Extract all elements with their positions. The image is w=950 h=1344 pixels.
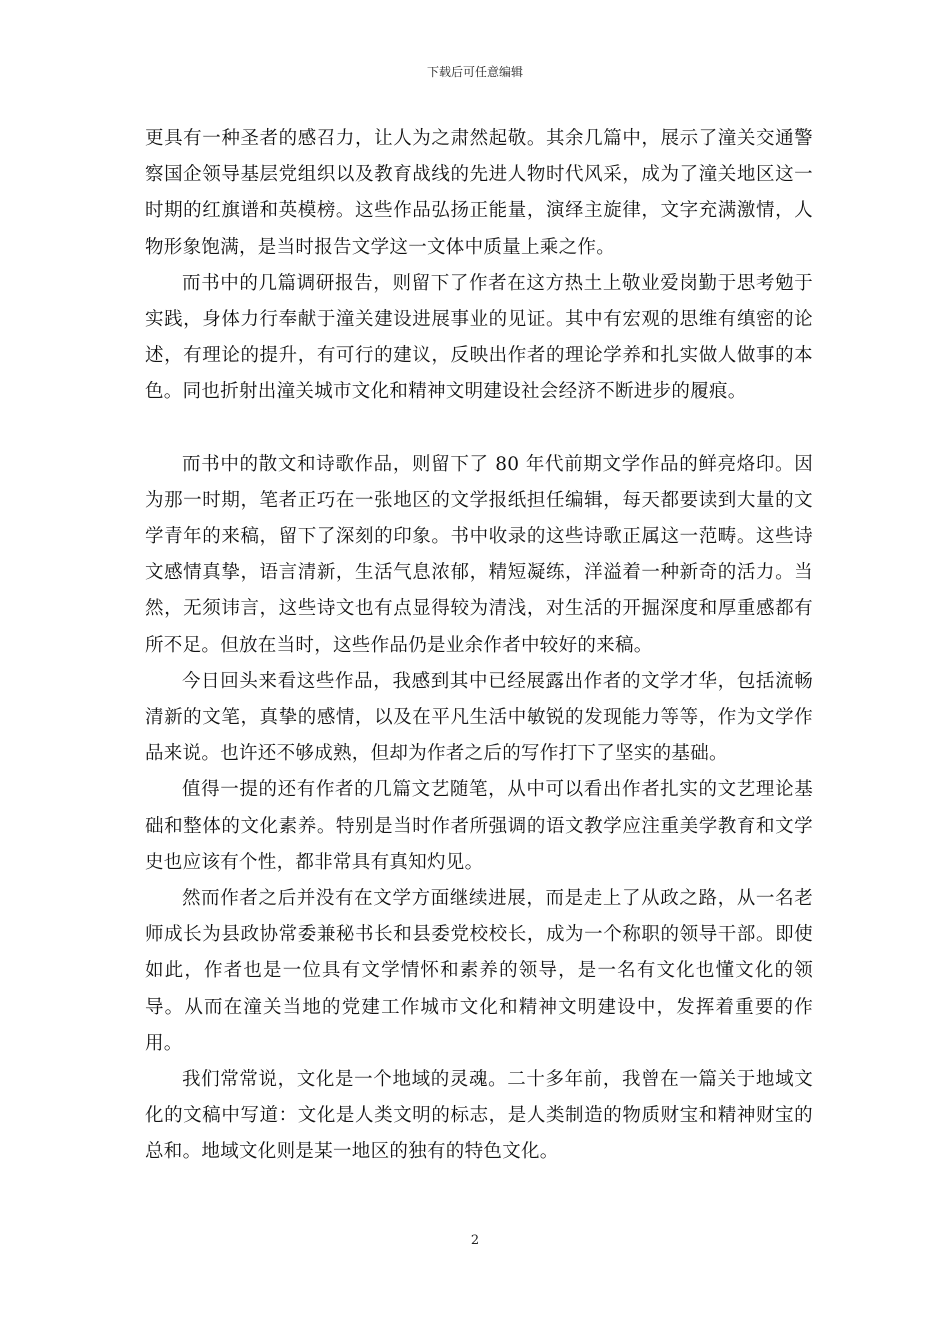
paragraph-continuation: 更具有一种圣者的感召力，让人为之肃然起敬。其余几篇中，展示了潼关交通警察国企领导基层党组织以及教育战线的先进人物时代风采，成为了潼关地区这一时期的红旗谱和英模榜。这些作品弘扬正能量，演绎主旋律，文字充满激情，人物形象饱满，是当时报告文学这一文体中质量上乘之作。 (145, 128, 813, 258)
paragraph-looking-back: 今日回头来看这些作品，我感到其中已经展露出作者的文学才华，包括流畅清新的文笔，真挚的感情，以及在平凡生活中敏锐的发现能力等等，作为文学作品来说。也许还不够成熟，但却为作者之后的写作打下了坚实的基础。 (145, 670, 813, 765)
paragraph-regional-culture: 我们常常说，文化是一个地域的灵魂。二十多年前，我曾在一篇关于地域文化的文稿中写道：文化是人类文明的标志，是人类制造的物质财宝和精神财宝的总和。地域文化则是某一地区的独有的特色文化。 (145, 1069, 813, 1163)
paragraph-research-reports: 而书中的几篇调研报告，则留下了作者在这方热土上敬业爱岗勤于思考勉于实践，身体力行奉献于潼关建设进展事业的见证。其中有宏观的思维有缜密的论述，有理论的提升，有可行的建议，反映出作者的理论学养和扎实做人做事的本色。同也折射出潼关城市文化和精神文明建设社会经济不断进步的履痕。 (145, 272, 813, 403)
document-body (145, 121, 813, 1171)
page-header: 下载后可任意编辑 (426, 65, 523, 79)
paragraph-political-career: 然而作者之后并没有在文学方面继续进展，而是走上了从政之路，从一名老师成长为县政协常委兼秘书长和县委党校校长，成为一个称职的领导干部。即使如此，作者也是一位具有文学情怀和素养的领导，是一名有文化也懂文化的领导。从而在潼关当地的党建工作城市文化和精神文明建设中，发挥着重要的作用。 (145, 888, 813, 1054)
paragraph-essays: 值得一提的还有作者的几篇文艺随笔，从中可以看出作者扎实的文艺理论基础和整体的文化素养。特别是当时作者所强调的语文教学应注重美学教育和文学史也应该有个性，都非常具有真知灼见。 (145, 779, 813, 873)
page-number: 2 (470, 1233, 480, 1248)
paragraph-prose-poetry: 而书中的散文和诗歌作品，则留下了 80 年代前期文学作品的鲜亮烙印。因为那一时期，笔者正巧在一张地区的文学报纸担任编辑，每天都要读到大量的文学青年的来稿，留下了深刻的印象。书中收录的这些诗歌正属这一范畴。这些诗文感情真挚，语言清新，生活气息浓郁，精短凝练，洋溢着一种新奇的活力。当然，无须讳言，这些诗文也有点显得较为清浅，对生活的开掘深度和厚重感都有所不足。但放在当时，这些作品仍是业余作者中较好的来稿。 (145, 453, 813, 656)
